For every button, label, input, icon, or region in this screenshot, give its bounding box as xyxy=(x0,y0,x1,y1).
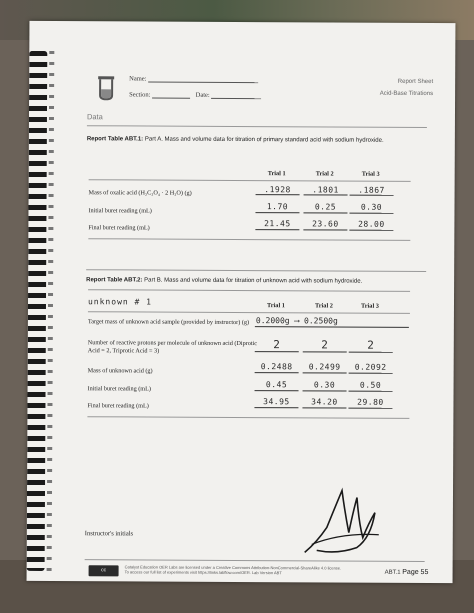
table1-col-trial1: Trial 1 xyxy=(267,170,286,178)
table1-bottom-rule xyxy=(88,238,410,241)
table2-header-rule xyxy=(88,311,410,314)
name-line xyxy=(148,82,258,84)
date-label: Date: xyxy=(195,91,210,99)
table1-cell-line xyxy=(304,194,348,195)
table2-bottom-rule xyxy=(87,416,409,419)
divider xyxy=(87,125,427,128)
page-reference xyxy=(385,569,429,576)
table1-cell: 23.60 xyxy=(312,219,339,229)
table2-col-trial3: Trial 3 xyxy=(361,302,379,310)
table1-cell-line xyxy=(303,229,347,230)
table2-cell: 0.2488 xyxy=(260,362,293,372)
beaker-logo-icon xyxy=(95,75,117,101)
table2-row-label: Mass of unknown acid (g) xyxy=(87,367,153,375)
table2-cell-line xyxy=(302,407,346,408)
table2-cell: 29.80 xyxy=(357,397,384,407)
table1-title-rest: Part A. Mass and volume data for titration of primary standard acid with sodium hydroxide. xyxy=(144,136,384,144)
table1-row-label: Mass of oxalic acid (H₂C₂O₄ · 2 H₂O) (g) xyxy=(88,189,192,197)
table2-cell-line xyxy=(254,407,298,408)
table2-col-trial1: Trial 1 xyxy=(267,302,285,310)
table2-cell-line xyxy=(349,391,393,392)
table1-cell: .1801 xyxy=(312,185,339,195)
table1-cell-line xyxy=(303,212,347,213)
table2-cell: 0.30 xyxy=(313,380,336,390)
table2-cell: 2 xyxy=(367,338,375,352)
name-field xyxy=(129,75,258,83)
table2-cell-line xyxy=(349,373,393,374)
section-title: Data xyxy=(86,112,103,122)
table2-cell: 34.20 xyxy=(311,397,338,407)
binding-holes xyxy=(47,51,55,571)
table2-col-trial2: Trial 2 xyxy=(315,302,333,310)
table1-cell-line xyxy=(255,229,299,230)
table1-cell-line xyxy=(350,195,394,196)
table1-row-label: Final buret reading (mL) xyxy=(88,224,150,232)
section-date-field xyxy=(129,91,261,99)
report-sheet-page xyxy=(27,21,456,583)
instructor-signature xyxy=(297,482,387,562)
table2-cell-line xyxy=(255,390,299,391)
table1-cell: .1928 xyxy=(264,185,291,195)
table2-row-label: Final buret reading (mL) xyxy=(87,402,149,410)
section-label: Section: xyxy=(129,91,151,99)
table2-target-line xyxy=(255,326,409,328)
table1-cell: 0.30 xyxy=(360,202,383,212)
table2-cell: 34.95 xyxy=(263,397,290,407)
table2-cell-line xyxy=(255,372,299,373)
table2-cell-line xyxy=(348,408,392,409)
table1-cell-line xyxy=(349,230,393,231)
table1-cell-line xyxy=(256,194,300,195)
table1-title-bold: Report Table ABT.1: xyxy=(86,136,144,143)
table2-title-rest: Part B. Mass and volume data for titration of unknown acid with sodium hydroxide. xyxy=(144,277,363,285)
table2-row-label: Initial buret reading (mL) xyxy=(87,385,151,393)
license-line: Catalyst Education OER Labs are licensed under a Creative Commons Attribution-NonCommercial-ShareAlike 4.0 license. xyxy=(124,564,342,571)
table2-cell: 0.2092 xyxy=(354,362,387,372)
report-sheet-label: Report Sheet xyxy=(397,78,434,86)
divider xyxy=(86,269,426,272)
table2-cell: 2 xyxy=(273,338,281,352)
license-text xyxy=(125,564,387,575)
table1-cell-line xyxy=(255,212,299,213)
table2-row-label: Number of reactive protons per molecule of unknown acid (Diprotic Acid = 2, Triprotic Acid = 3) xyxy=(87,339,258,355)
name-label: Name: xyxy=(129,75,147,83)
unknown-id-handwritten: unknown # 1 xyxy=(87,297,153,307)
license-line: To access our full list of experiments visit https://links.labflow.com/OER. Lab Version ABT xyxy=(124,569,282,576)
page-number: Page 55 xyxy=(402,568,429,576)
table2-target-mass-value: 0.2000g ⟶ 0.2500g xyxy=(255,316,338,326)
table2-cell: 0.2499 xyxy=(308,362,341,372)
date-line xyxy=(211,98,261,99)
table1-col-trial2: Trial 2 xyxy=(315,170,334,178)
cc-license-badge-icon: cc xyxy=(89,565,119,576)
table2-cell: 0.50 xyxy=(359,380,382,390)
table1-cell: 21.45 xyxy=(264,219,291,229)
table1-row-label: Initial buret reading (mL) xyxy=(88,207,152,215)
spiral-binding xyxy=(27,51,48,571)
table2-cell-line xyxy=(303,372,347,373)
table2-cell: 0.45 xyxy=(265,380,288,390)
table1-title xyxy=(87,135,407,145)
lab-ref: ABT.1 xyxy=(384,569,401,576)
instructor-initials-label: Instructor's initials xyxy=(84,530,134,538)
table1-col-trial3: Trial 3 xyxy=(361,170,380,178)
table1-cell-line xyxy=(349,213,393,214)
table2-cell: 2 xyxy=(321,338,329,352)
table1-cell: 0.25 xyxy=(314,202,337,212)
table1-cell: .1867 xyxy=(358,185,385,195)
table2-target-mass-label: Target mass of unknown acid sample (provided by instructor) (g) xyxy=(87,318,250,327)
table2-cell-line xyxy=(303,390,347,391)
lab-title: Acid-Base Titrations xyxy=(379,90,434,98)
table1-cell: 28.00 xyxy=(358,219,385,229)
table2-title xyxy=(86,276,406,286)
table2-title-rule xyxy=(88,289,410,292)
table1-cell: 1.70 xyxy=(266,202,289,212)
table2-cell-line xyxy=(255,351,299,352)
table2-title-bold: Report Table ABT.2: xyxy=(86,277,143,284)
table1-header-rule xyxy=(89,179,411,182)
table2-cell-line xyxy=(349,352,393,353)
section-line xyxy=(152,98,190,99)
table2-cell-line xyxy=(303,351,347,352)
